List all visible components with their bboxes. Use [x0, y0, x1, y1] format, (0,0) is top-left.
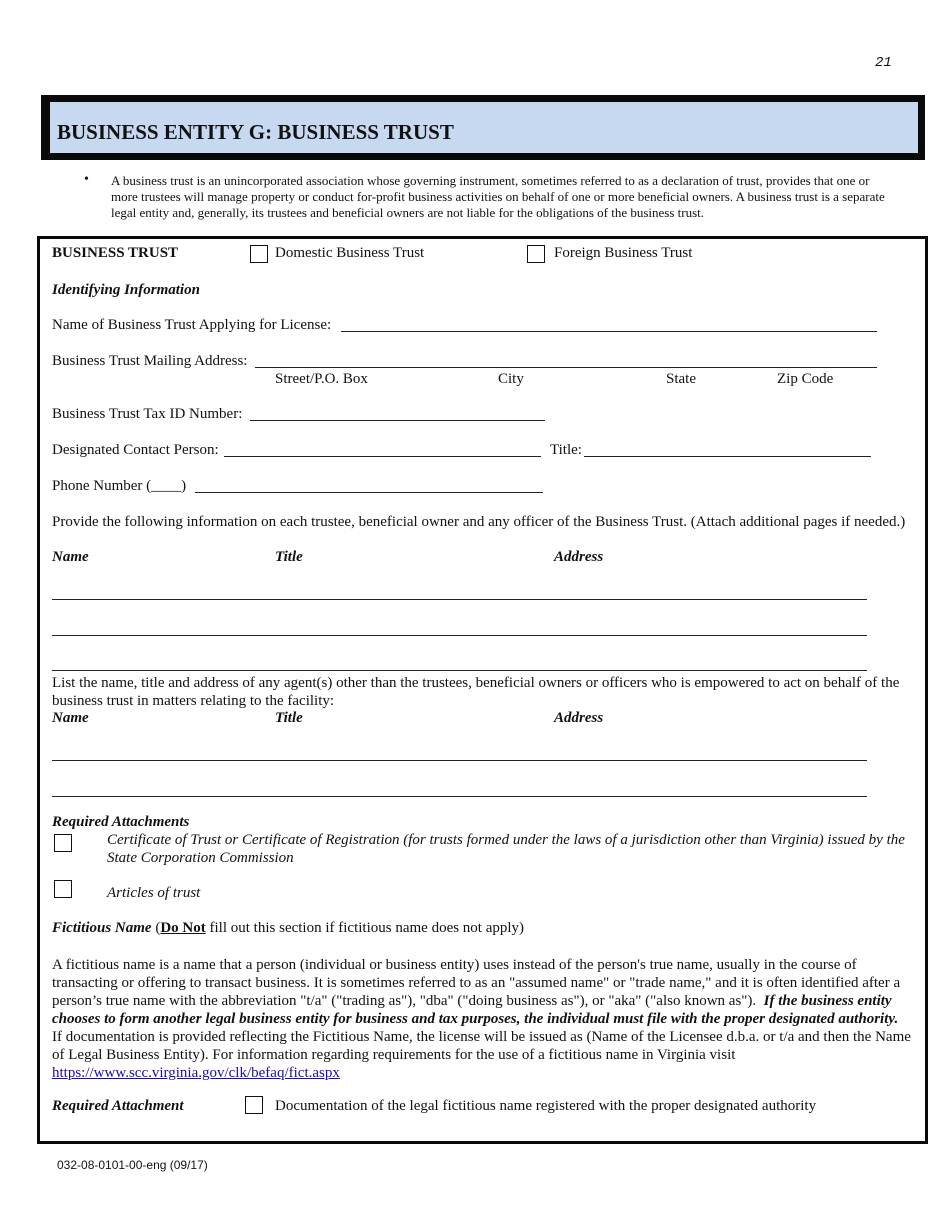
phone-field[interactable] — [195, 492, 543, 493]
contact-person-field[interactable] — [224, 456, 541, 457]
trustee-line-2[interactable] — [52, 635, 867, 636]
foreign-checkbox[interactable] — [527, 245, 545, 263]
attachment-1-text: Certificate of Trust or Certificate of Registration (for trusts formed under the laws of a jurisdiction other than Virginia) issued by the State Corporation Commission — [107, 832, 905, 866]
form-number: 032-08-0101-00-eng (09/17) — [57, 1158, 208, 1172]
fictitious-doc-text: Documentation of the legal fictitious name registered with the proper designated authority — [275, 1098, 817, 1114]
do-not-label: Do Not — [160, 920, 206, 936]
trustees-col-name: Name — [52, 549, 89, 565]
agents-col-title: Title — [275, 710, 303, 726]
mailing-address-label: Business Trust Mailing Address: — [52, 353, 248, 369]
trustees-col-address: Address — [554, 549, 604, 565]
tax-id-field[interactable] — [250, 420, 545, 421]
agent-line-2[interactable] — [52, 796, 867, 797]
page-number: 21 — [875, 55, 892, 71]
contact-title-label: Title: — [550, 442, 582, 458]
identifying-heading: Identifying Information — [52, 282, 200, 298]
agents-col-address: Address — [554, 710, 604, 726]
fictitious-heading-row: Fictitious Name (Do Not fill out this section if fictitious name does not apply) — [52, 920, 525, 936]
agents-col-name: Name — [52, 710, 89, 726]
trust-name-label: Name of Business Trust Applying for License: — [52, 317, 332, 333]
foreign-label: Foreign Business Trust — [554, 245, 693, 261]
attachment-2-text: Articles of trust — [107, 885, 201, 901]
phone-label: Phone Number (____) — [52, 478, 187, 494]
bullet-icon: • — [84, 172, 89, 187]
contact-title-field[interactable] — [584, 456, 871, 457]
state-sublabel: State — [666, 371, 696, 387]
mailing-address-field[interactable] — [255, 367, 877, 368]
agent-line-1[interactable] — [52, 760, 867, 761]
city-sublabel: City — [498, 371, 524, 387]
section-title: BUSINESS ENTITY G: BUSINESS TRUST — [57, 120, 454, 144]
business-trust-label: BUSINESS TRUST — [52, 245, 179, 261]
required-attachment-label: Required Attachment — [52, 1098, 184, 1114]
trustee-line-1[interactable] — [52, 599, 867, 600]
street-sublabel: Street/P.O. Box — [275, 371, 368, 387]
trustee-line-3[interactable] — [52, 670, 867, 671]
fictitious-name-link[interactable]: https://www.scc.virginia.gov/clk/befaq/fict.aspx — [52, 1065, 340, 1081]
domestic-label: Domestic Business Trust — [275, 245, 425, 261]
attachment-1-checkbox[interactable] — [54, 834, 72, 852]
contact-person-label: Designated Contact Person: — [52, 442, 219, 458]
attachment-2-checkbox[interactable] — [54, 880, 72, 898]
fictitious-doc-checkbox[interactable] — [245, 1096, 263, 1114]
trust-name-field[interactable] — [341, 331, 877, 332]
attachments-heading: Required Attachments — [52, 814, 190, 830]
zip-sublabel: Zip Code — [777, 371, 834, 387]
intro-text: A business trust is an unincorporated association whose governing instrument, sometimes referred to as a declaration of trust, provides that one or more trustees will manage property or conduct for-profit business activities on behalf of one or more beneficial owners. A business trust is a separate legal entity and, generally, its trustees and beneficial owners are not liable for the obligations of the business trust. — [111, 173, 885, 220]
fictitious-heading: Fictitious Name — [52, 920, 152, 936]
trustees-col-title: Title — [275, 549, 303, 565]
domestic-checkbox[interactable] — [250, 245, 268, 263]
agents-instructions: List the name, title and address of any agent(s) other than the trustees, beneficial owners or officers who is empowered to act on behalf of the business trust in matters relating to the facility: — [52, 675, 900, 709]
trustees-instructions: Provide the following information on each trustee, beneficial owner and any officer of the Business Trust. (Attach additional pages if needed.) — [52, 514, 906, 530]
fictitious-paragraph: A fictitious name is a name that a person (individual or business entity) uses instead of the person's true name, usually in the course of transacting or offering to transact business. It is sometimes referred to as an "assumed name" or "trade name," and it is often identified after a person’s true name with the abbreviation "t/a" ("trading as"), "dba" ("doing business as"), or "aka" ("also known as"). If the business entity chooses to form another legal business entity for business and tax purposes, the individual must file with the proper designated authority. If documentation is provided reflecting the Fictitious Name, the license will be issued as (Name of the Licensee d.b.a. or t/a and then the Name of Legal Business Entity). For information regarding requirements for the use of a fictitious name in Virginia visit https://www.scc.virginia.gov/clk/befaq/fict.aspx — [52, 957, 911, 1081]
tax-id-label: Business Trust Tax ID Number: — [52, 406, 243, 422]
